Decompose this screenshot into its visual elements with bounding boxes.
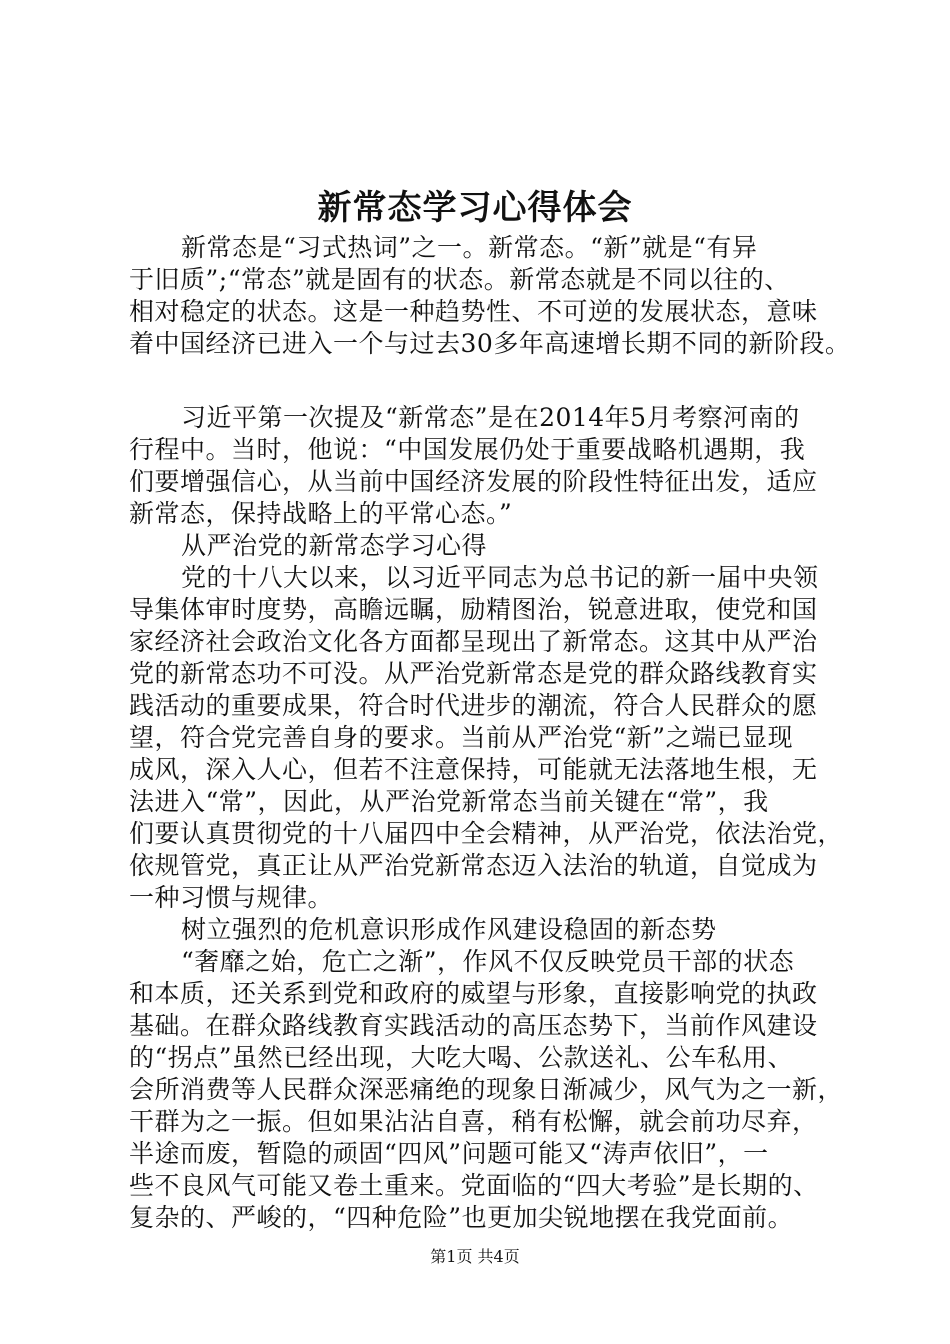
paragraph-line: “奢靡之始，危亡之渐”，作风不仅反映党员干部的状态 (181, 947, 795, 976)
paragraph-line: 新常态，保持战略上的平常心态。” (129, 499, 513, 528)
paragraph-line: 依规管党，真正让从严治党新常态迈入法治的轨道，自觉成为 (129, 851, 818, 880)
paragraph-line: 些不良风气可能又卷土重来。党面临的“四大考验”是长期的、 (129, 1171, 819, 1200)
paragraph-line: 们要认真贯彻党的十八届四中全会精神，从严治党，依法治党， (129, 819, 844, 848)
paragraph-line: 复杂的、严峻的，“四种危险”也更加尖锐地摆在我党面前。 (129, 1203, 794, 1232)
paragraph-line: 会所消费等人民群众深恶痛绝的现象日渐减少，风气为之一新， (129, 1075, 844, 1104)
paragraph-line: 践活动的重要成果，符合时代进步的潮流，符合人民群众的愿 (129, 691, 818, 720)
paragraph-line: 相对稳定的状态。这是一种趋势性、不可逆的发展状态，意味 (129, 297, 818, 326)
paragraph-line: 党的十八大以来，以习近平同志为总书记的新一届中央领 (181, 563, 819, 592)
paragraph-line: 的“拐点”虽然已经出现，大吃大喝、公款送礼、公车私用、 (129, 1043, 794, 1072)
paragraph-line: 和本质，还关系到党和政府的威望与形象，直接影响党的执政 (129, 979, 818, 1008)
page-footer: 第1页 共4页 (430, 1247, 520, 1266)
paragraph-line: 行程中。当时，他说：“中国发展仍处于重要战略机遇期，我 (129, 435, 806, 464)
page-title: 新常态学习心得体会 (317, 188, 633, 228)
section-heading: 树立强烈的危机意识形成作风建设稳固的新态势 (181, 915, 717, 944)
paragraph-line: 着中国经济已进入一个与过去30多年高速增长期不同的新阶段。 (129, 329, 851, 358)
section-heading: 从严治党的新常态学习心得 (181, 531, 488, 560)
paragraph-line: 干群为之一振。但如果沾沾自喜，稍有松懈，就会前功尽弃， (129, 1107, 818, 1136)
paragraph-line: 半途而废，暂隐的顽固“四风”问题可能又“涛声依旧”，一 (129, 1139, 769, 1168)
paragraph-line: 成风，深入人心，但若不注意保持，可能就无法落地生根，无 (129, 755, 818, 784)
paragraph-line: 于旧质”;“常态”就是固有的状态。新常态就是不同以往的、 (129, 265, 790, 294)
paragraph-line: 望，符合党完善自身的要求。当前从严治党“新”之端已显现 (129, 723, 794, 752)
paragraph-line: 新常态是“习式热词”之一。新常态。“新”就是“有异 (181, 233, 758, 262)
paragraph-line: 一种习惯与规律。 (129, 883, 334, 912)
paragraph-line: 法进入“常”，因此，从严治党新常态当前关键在“常”，我 (129, 787, 769, 816)
paragraph-line: 党的新常态功不可没。从严治党新常态是党的群众路线教育实 (129, 659, 818, 688)
paragraph-line: 基础。在群众路线教育实践活动的高压态势下，当前作风建设 (129, 1011, 818, 1040)
paragraph-gap (129, 360, 829, 402)
paragraph-line: 导集体审时度势，高瞻远瞩，励精图治，锐意进取，使党和国 (129, 595, 818, 624)
paragraph-line: 家经济社会政治文化各方面都呈现出了新常态。这其中从严治 (129, 627, 818, 656)
paragraph-line: 们要增强信心，从当前中国经济发展的阶段性特征出发，适应 (129, 467, 818, 496)
paragraph-line: 习近平第一次提及“新常态”是在2014年5月考察河南的 (181, 403, 800, 432)
document-body (129, 232, 851, 1234)
